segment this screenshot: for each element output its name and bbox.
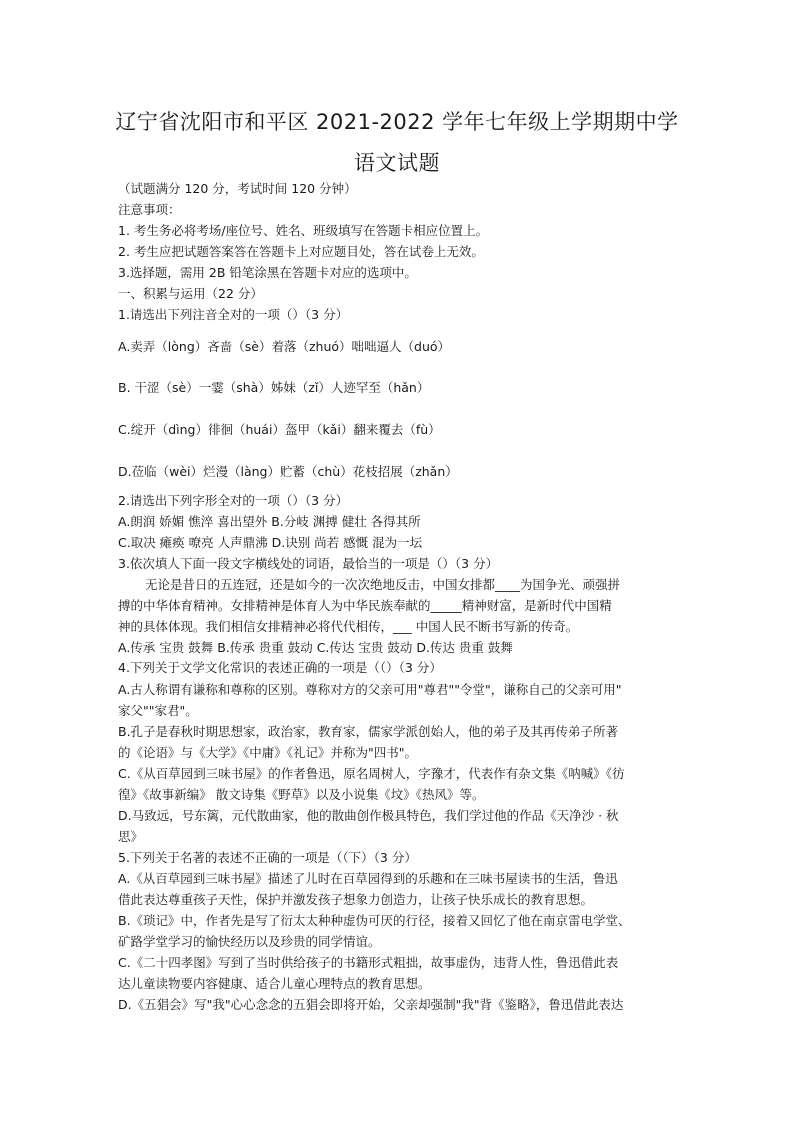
question-option: A.古人称谓有谦称和尊称的区别。尊称对方的父亲可用"尊君""令堂"，谦称自己的父亲可用" (118, 682, 622, 697)
question-option: 矿路学堂学习的愉快经历以及珍贵的同学情谊。 (118, 934, 381, 949)
note-item: 2. 考生应把试题答案答在答题卡上对应题目处，答在试卷上无效。 (118, 244, 484, 259)
question-option: B. 干涩（sè）一霎（shà）姊妹（zǐ）人迹罕至（hǎn） (118, 380, 430, 395)
question-option: B.孔子是春秋时期思想家，政治家，教育家，儒家学派创始人，他的弟子及其再传弟子所著 (118, 724, 619, 739)
question-stem: 1.请选出下列注音全对的一项（）（3 分） (118, 307, 349, 322)
question-option: 借此表达尊重孩子天性，保护并激发孩子想象力创造力，让孩子快乐成长的教育思想。 (118, 892, 594, 907)
question-stem: 4.下列关于文学文化常识的表述正确的一项是（（）（3 分） (118, 660, 442, 675)
question-option: 徨》《故事新编》 散文诗集《野草》以及小说集《坟》《热风》等。 (118, 787, 485, 802)
question-option: A.《从百草园到三味书屋》描述了儿时在百草园得到的乐趣和在三味书屋读书的生活，鲁迅 (118, 871, 618, 886)
passage-line: 神的具体体现。我们相信女排精神必将代代相传，___ 中国人民不断书写新的传奇。 (118, 619, 579, 634)
passage-line: 无论是昔日的五连冠，还是如今的一次次绝地反击，中国女排都____为国争光、顽强拼 (145, 577, 621, 592)
note-item: 3.选择题，需用 2B 铅笔涂黑在答题卡对应的选项中。 (118, 265, 417, 280)
question-option: D.马致远，号东篱，元代散曲家，他的散曲创作极具特色，我们学过他的作品《天净沙 · 秋 (118, 808, 619, 823)
question-option: 的《论语》与《大学》《中庸》《礼记》并称为"四书"。 (118, 745, 418, 760)
note-item: 1. 考生务必将考场/座位号、姓名、班级填写在答题卡相应位置上。 (118, 223, 489, 238)
question-option: 思》 (118, 829, 144, 844)
question-option: A.传承 宝贵 鼓舞 B.传承 贵重 鼓动 C.传达 宝贵 鼓动 D.传达 贵重 鼓舞 (118, 640, 513, 655)
question-option: A.卖弄（lòng）吝啬（sè）着落（zhuó）咄咄逼人（duó） (118, 339, 451, 354)
notes-heading: 注意事项： (118, 202, 181, 217)
question-option: 家父""家君"。 (118, 703, 198, 718)
question-option: C.取决 瘫痪 嘹亮 人声鼎沸 D.诀别 尚若 感慨 混为一坛 (118, 535, 423, 550)
question-option: C.绽开（dìng）徘徊（huái）盔甲（kǎi）翻来覆去（fù） (118, 422, 441, 437)
question-stem: 2.请选出下列字形全对的一项（）（3 分） (118, 493, 349, 508)
question-option: D.莅临（wèi）烂漫（làng）贮蓄（chù）花枝招展（zhǎn） (118, 464, 458, 479)
question-option: B.《琐记》中，作者先是写了衍太太种种虚伪可厌的行径，接着又回忆了他在南京雷电学堂、 (118, 913, 631, 928)
question-option: A.朗润 娇媚 憔淬 喜出望外 B.分岐 渊搏 健壮 各得其所 (118, 514, 421, 529)
question-option: 达儿童读物要内容健康、适合儿童心理特点的教育思想。 (118, 976, 431, 991)
question-option: C.《从百草园到三味书屋》的作者鲁迅，原名周树人，字豫才，代表作有杂文集《呐喊》《彷 (118, 766, 625, 781)
question-stem: 5.下列关于名著的表述不正确的一项是（（下）（3 分） (118, 850, 417, 865)
exam-title-line-2: 语文试题 (354, 151, 440, 175)
passage-line: 搏的中华体育精神。女排精神是体育人为中华民族奉献的_____精神财富，是新时代中国精 (118, 598, 612, 613)
question-stem: 3.依次填人下面一段文字横线处的词语，最恰当的一项是（）（3 分） (118, 556, 499, 571)
question-option: D.《五猖会》写"我"心心念念的五猖会即将开始，父亲却强制"我"背《鉴略》，鲁迅借此表达 (118, 997, 624, 1012)
exam-meta: （试题满分 120 分，考试时间 120 分钟） (118, 181, 357, 196)
exam-title-line-1: 辽宁省沈阳市和平区 2021-2022 学年七年级上学期期中学 (115, 110, 679, 134)
section-heading: 一、积累与运用（22 分） (118, 286, 263, 301)
question-option: C.《二十四孝图》写到了当时供给孩子的书籍形式粗拙，故事虚伪，违背人性，鲁迅借此表 (118, 955, 619, 970)
